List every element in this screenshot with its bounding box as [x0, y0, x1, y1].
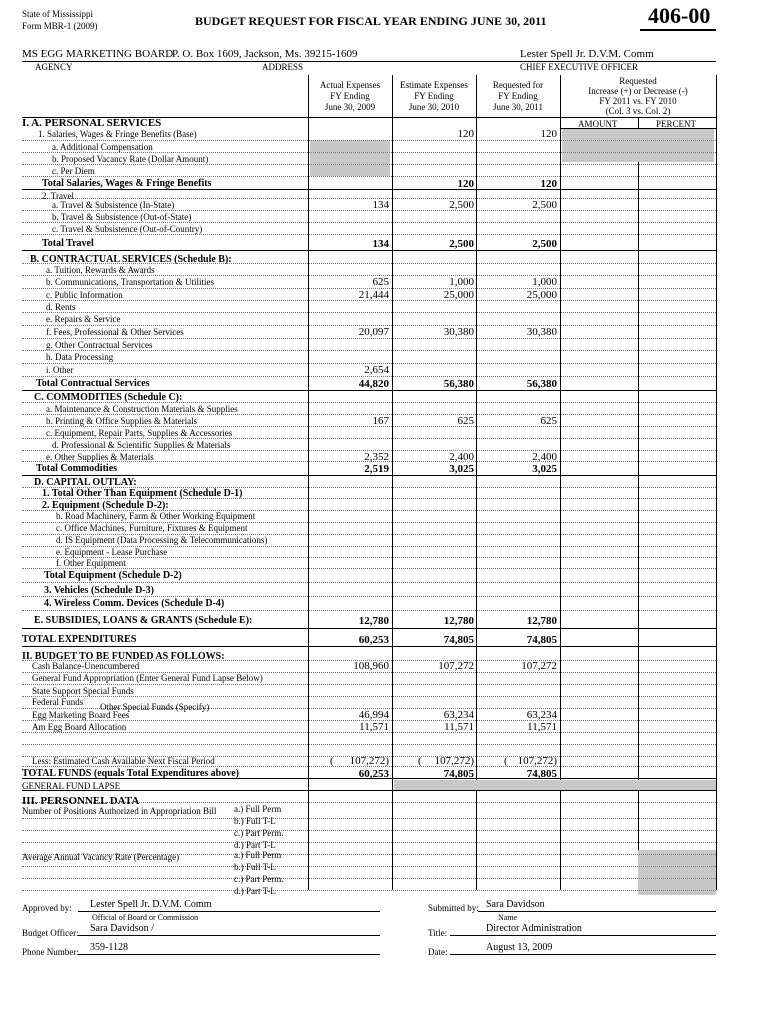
row-label: Total Travel — [42, 238, 94, 249]
agency-code: 406-00 — [648, 3, 711, 28]
row-value-col2: 2,500 — [449, 199, 474, 211]
row-value-col2: 625 — [457, 415, 474, 427]
row-label: c. Per Diem — [52, 166, 95, 176]
agency-name: MS EGG MARKETING BOARD — [22, 48, 174, 60]
row-label: b. Travel & Subsistence (Out-of-State) — [52, 212, 192, 222]
phone-number[interactable]: 359-1128 — [90, 942, 128, 953]
row-value-col3: 120 — [540, 178, 557, 190]
row-value-col1: 2,352 — [364, 451, 389, 463]
row-value-col1: 134 — [372, 199, 389, 211]
personnel-sublabel: d.) Part T-L — [234, 886, 276, 896]
row-value-col2: 11,571 — [444, 721, 474, 733]
row-value-col3: 11,571 — [527, 721, 557, 733]
row-value-col3: 63,234 — [526, 709, 557, 721]
row-value-col3: 625 — [540, 415, 557, 427]
row-label: 2. Travel — [42, 191, 75, 201]
personnel-sublabel: d.) Part T-L — [234, 840, 276, 850]
approved-label: Approved by: — [22, 903, 72, 913]
shaded-cell — [638, 850, 716, 895]
agency-address: P. O. Box 1609, Jackson, Ms. 39215-1609 — [172, 48, 358, 60]
row-label: Total Equipment (Schedule D-2) — [44, 570, 182, 581]
row-value-col3: 3,025 — [532, 463, 557, 475]
row-value-col2: 74,805 — [443, 768, 474, 780]
row-value-col1: 2,519 — [364, 463, 389, 475]
name-label: Name — [498, 913, 518, 922]
row-label: e. Repairs & Service — [46, 314, 121, 324]
date-value[interactable]: August 13, 2009 — [486, 942, 553, 953]
shaded-cell — [562, 129, 714, 162]
row-value-col3: 12,780 — [526, 615, 557, 627]
row-label: b. Road Machinery, Farm & Other Working Equipment — [56, 511, 256, 521]
row-label: III. PERSONNEL DATA — [22, 795, 140, 807]
open-paren: ( — [504, 755, 508, 767]
row-label: f. Fees, Professional & Other Services — [46, 327, 184, 337]
row-value-col1: 167 — [372, 415, 389, 427]
row-value-col1: 20,097 — [358, 326, 389, 338]
personnel-sublabel: c.) Part Perm. — [234, 874, 284, 884]
budget-officer-name[interactable]: Sara Davidson / — [90, 923, 154, 934]
title-label: Title: — [428, 928, 448, 938]
row-value-col1: 134 — [372, 238, 389, 250]
row-label: Average Annual Vacancy Rate (Percentage) — [22, 852, 180, 862]
row-value-col3: 30,380 — [526, 326, 557, 338]
budget-officer-label: Budget Officer: — [22, 928, 79, 938]
row-value-col3: 2,500 — [532, 238, 557, 250]
personnel-sublabel: b.) Full T-L — [234, 862, 276, 872]
personnel-sublabel: c.) Part Perm. — [234, 828, 284, 838]
row-value-col2: 12,780 — [443, 615, 474, 627]
row-label: State Support Special Funds — [32, 686, 134, 696]
official-label: Official of Board or Commission — [92, 913, 199, 922]
open-paren: ( — [330, 755, 334, 767]
agency-label: AGENCY — [35, 62, 73, 72]
row-value-col1: 107,272) — [349, 755, 389, 767]
row-value-col3: 56,380 — [526, 378, 557, 390]
submitted-label: Submitted by: — [428, 903, 479, 913]
row-label: General Fund Appropriation (Enter General Fund Lapse Below) — [32, 673, 263, 683]
row-value-col2: 107,272 — [438, 660, 474, 672]
row-label: 1. Salaries, Wages & Fringe Benefits (Base) — [38, 129, 197, 139]
row-value-col2: 107,272) — [434, 755, 474, 767]
row-label: TOTAL EXPENDITURES — [22, 634, 137, 645]
row-label: c. Public Information — [46, 290, 123, 300]
percent-header: PERCENT — [656, 119, 697, 129]
row-label: c. Equipment, Repair Parts, Supplies & Accessories — [46, 428, 233, 438]
state-name: State of Mississippi — [22, 9, 94, 19]
row-value-col1: 60,253 — [358, 634, 389, 646]
row-label: 4. Wireless Comm. Devices (Schedule D-4) — [44, 598, 225, 609]
title-value[interactable]: Director Administration — [486, 923, 582, 934]
row-value-col3: 25,000 — [526, 289, 557, 301]
row-label: i. Other — [46, 365, 74, 375]
row-label: d. IS Equipment (Data Processing & Telecommunications) — [56, 535, 268, 545]
row-label: f. Other Equipment — [56, 558, 126, 568]
shaded-cell — [310, 140, 390, 176]
form-title: BUDGET REQUEST FOR FISCAL YEAR ENDING JUNE 30, 2011 — [195, 14, 547, 28]
row-label: h. Data Processing — [46, 352, 114, 362]
row-value-col1: 21,444 — [358, 289, 389, 301]
row-label: a. Tuition, Rewards & Awards — [46, 265, 155, 275]
row-value-col1: 11,571 — [359, 721, 389, 733]
row-value-col3: 2,500 — [532, 199, 557, 211]
row-value-col2: 2,500 — [449, 238, 474, 250]
row-label: Less: Estimated Cash Available Next Fiscal Period — [32, 756, 215, 766]
open-paren: ( — [418, 755, 422, 767]
row-value-col3: 74,805 — [526, 634, 557, 646]
row-label: c. Office Machines, Furniture, Fixtures & Equipment — [56, 523, 248, 533]
row-label: Am Egg Board Allocation — [32, 722, 127, 732]
row-value-col2: 2,400 — [449, 451, 474, 463]
row-label: b. Printing & Office Supplies & Materials — [46, 416, 198, 426]
row-label: e. Other Supplies & Materials — [46, 452, 154, 462]
row-label: TOTAL FUNDS (equals Total Expenditures above) — [22, 768, 239, 779]
row-value-col1: 2,654 — [364, 364, 389, 376]
row-label: 1. Total Other Than Equipment (Schedule D-1) — [42, 488, 243, 499]
row-label: Other Special Funds (Specify) — [100, 702, 210, 712]
row-label: Total Salaries, Wages & Fringe Benefits — [42, 178, 212, 189]
row-label: D. CAPITAL OUTLAY: — [34, 477, 137, 488]
col-change-header: Requested Increase (+) or Decrease (-) FY 2011 vs. FY 2010 (Col. 3 vs. Col. 2) — [588, 76, 688, 116]
row-value-col3: 74,805 — [526, 768, 557, 780]
row-label: II. BUDGET TO BE FUNDED AS FOLLOWS: — [22, 651, 225, 662]
row-value-col1: 108,960 — [353, 660, 389, 672]
col-requested-header: Requested for FY Ending June 30, 2011 — [492, 80, 544, 112]
row-label: Cash Balance-Unencumbered — [32, 661, 140, 671]
row-label: d. Rents — [46, 302, 76, 312]
row-value-col3: 107,272) — [517, 755, 557, 767]
row-label: C. COMMODITIES (Schedule C): — [34, 392, 183, 403]
row-value-col1: 46,994 — [358, 709, 389, 721]
row-value-col2: 120 — [457, 178, 474, 190]
row-label: I. A. PERSONAL SERVICES — [22, 117, 162, 129]
row-label: b. Communications, Transportation & Utilities — [46, 277, 215, 287]
row-label: B. CONTRACTUAL SERVICES (Schedule B): — [30, 254, 232, 265]
row-label: Federal Funds — [32, 697, 84, 707]
row-label: e. Equipment - Lease Purchase — [56, 547, 168, 557]
row-value-col3: 1,000 — [532, 276, 557, 288]
row-label: E. SUBSIDIES, LOANS & GRANTS (Schedule E): — [34, 615, 253, 626]
col-estimate-header: Estimate Expenses FY Ending June 30, 2010 — [400, 80, 468, 112]
row-value-col2: 25,000 — [443, 289, 474, 301]
row-label: 3. Vehicles (Schedule D-3) — [44, 585, 154, 596]
row-value-col1: 12,780 — [358, 615, 389, 627]
row-value-col3: 2,400 — [532, 451, 557, 463]
amount-header: AMOUNT — [578, 119, 618, 129]
row-label: a. Maintenance & Construction Materials & Supplies — [46, 404, 238, 414]
row-value-col3: 120 — [540, 128, 557, 140]
row-label: b. Proposed Vacancy Rate (Dollar Amount) — [52, 154, 209, 164]
phone-label: Phone Number: — [22, 947, 79, 957]
row-label: GENERAL FUND LAPSE — [22, 781, 121, 791]
row-label: Egg Marketing Board Fees — [32, 710, 130, 720]
row-value-col1: 625 — [372, 276, 389, 288]
row-value-col2: 120 — [457, 128, 474, 140]
row-label: Total Commodities — [36, 463, 118, 474]
row-label: Number of Positions Authorized in Appropriation Bill — [22, 806, 217, 816]
row-value-col2: 30,380 — [443, 326, 474, 338]
row-value-col2: 56,380 — [443, 378, 474, 390]
col-actual-header: Actual Expenses FY Ending June 30, 2009 — [319, 80, 381, 112]
row-value-col1: 60,253 — [358, 768, 389, 780]
submitted-name[interactable]: Sara Davidson — [486, 899, 545, 910]
form-id: Form MBR-1 (2009) — [22, 21, 98, 31]
row-label: a. Additional Compensation — [52, 142, 153, 152]
row-label: c. Travel & Subsistence (Out-of-Country) — [52, 224, 203, 234]
row-value-col2: 3,025 — [449, 463, 474, 475]
date-label: Date: — [428, 947, 448, 957]
officer-label: CHIEF EXECUTIVE OFFICER — [520, 62, 639, 72]
row-label: 2. Equipment (Schedule D-2): — [42, 500, 169, 511]
row-value-col2: 1,000 — [449, 276, 474, 288]
personnel-sublabel: b.) Full T-L — [234, 816, 276, 826]
row-value-col3: 107,272 — [521, 660, 557, 672]
chief-officer: Lester Spell Jr. D.V.M. Comm — [520, 48, 654, 60]
row-value-col1: 44,820 — [358, 378, 389, 390]
personnel-sublabel: a.) Full Perm — [234, 804, 282, 814]
row-value-col2: 63,234 — [443, 709, 474, 721]
personnel-sublabel: a.) Full Perm — [234, 850, 282, 860]
approved-name[interactable]: Lester Spell Jr. D.V.M. Comm — [90, 899, 212, 910]
row-label: g. Other Contractual Services — [46, 340, 153, 350]
address-label: ADDRESS — [262, 62, 304, 72]
row-label: a. Travel & Subsistence (In-State) — [52, 200, 175, 210]
row-value-col2: 74,805 — [443, 634, 474, 646]
row-label: d. Professional & Scientific Supplies & Materials — [52, 440, 231, 450]
row-label: Total Contractual Services — [36, 378, 150, 389]
